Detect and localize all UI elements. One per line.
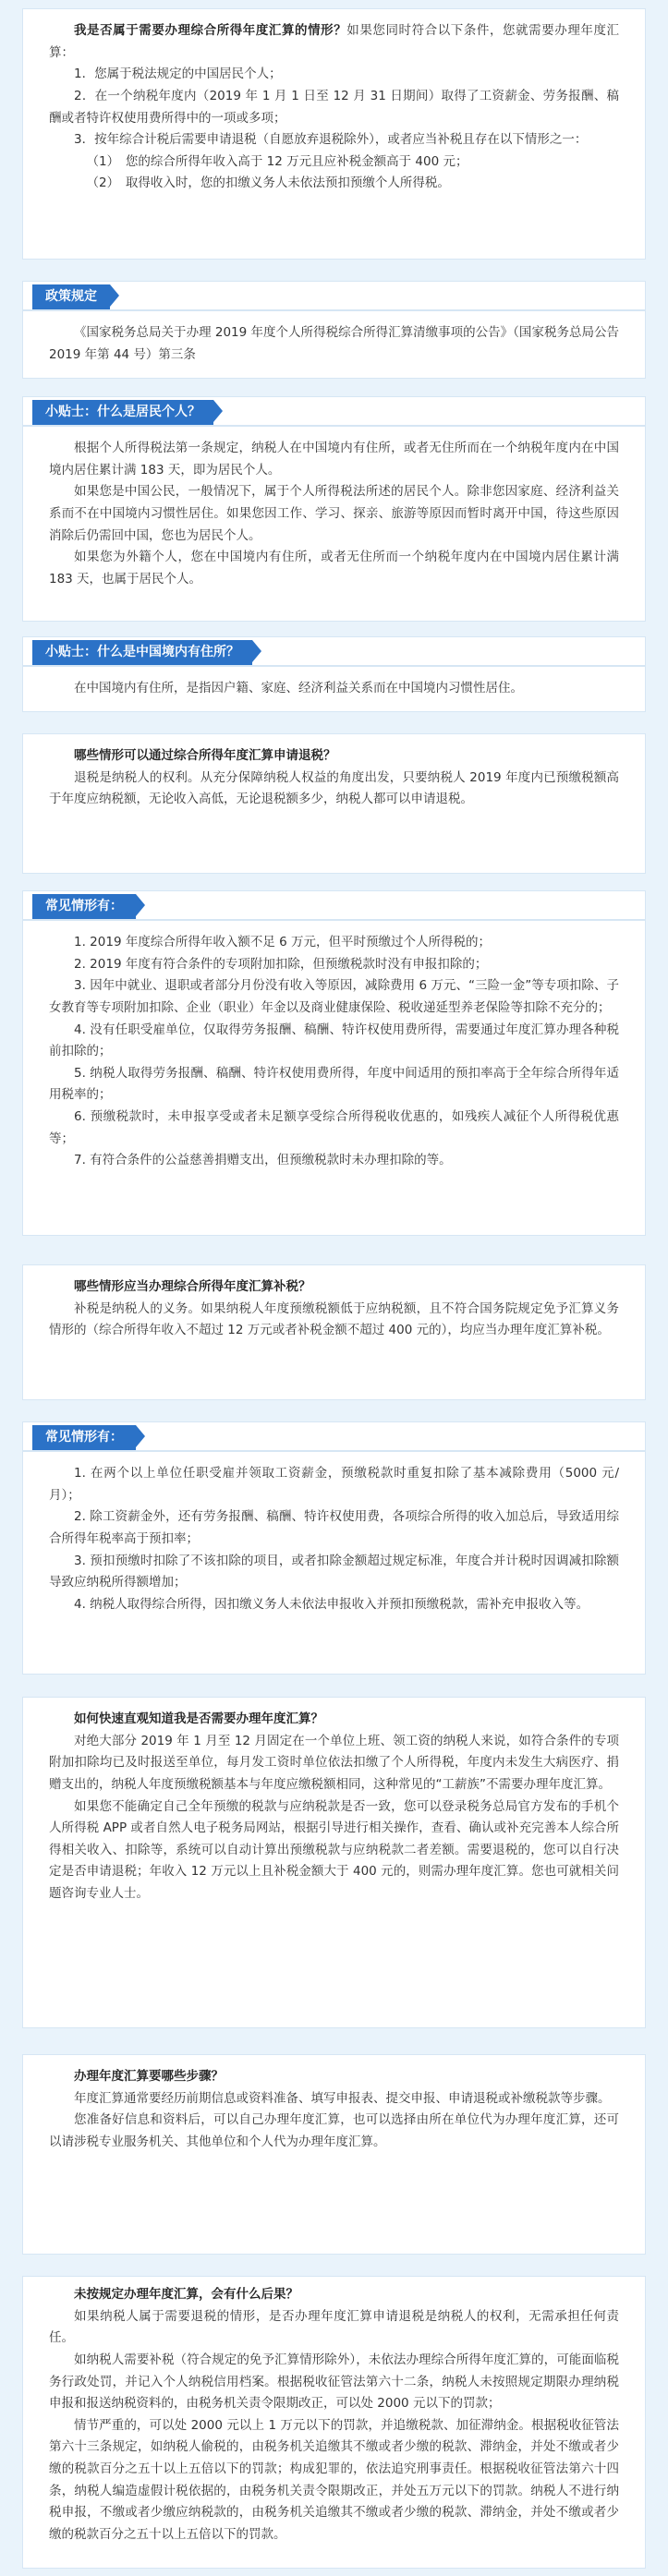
refund-case-7: 7. 有符合条件的公益慈善捐赠支出，但预缴税款时未办理扣除的等。 <box>74 1153 452 1168</box>
tip1-paragraph-1: 根据个人所得税法第一条规定，纳税人在中国境内有住所，或者无住所而在一个纳税年度内在中国境内居住累计满 183 天，即为居民个人。 <box>49 441 619 478</box>
quick-paragraph-2: 如果您不能确定自己全年预缴的税款与应纳税款是否一致，您可以登录税务总局官方发布的手机个人所得税 APP 或者自然人电子税务局网站，根据引导进行相关操作，查看、确认或补充完善本人综合所得相关收入、扣除等，系统可以自动计算出预缴税款与应纳税款二者差额。需要退税的，您可以自行决定是否申请退税；年收入 12 万元以上且补税金额大于 400 元的，则需办理年度汇算。您也可就相关问题咨询专业人士。 <box>49 1798 619 1901</box>
refund-case-1: 1. 2019 年度综合所得年收入额不足 6 万元，但平时预缴过个人所得税的； <box>74 935 491 949</box>
quick-card <box>23 1698 645 2027</box>
consequence-paragraph-3: 情节严重的，可以处 2000 元以上 1 万元以下的罚款，并追缴税款、加征滞纳金。根据税收征管法第六十三条规定，如纳税人偷税的，由税务机关追缴其不缴或者少缴的税款、滞纳金，并处不缴或者少缴的税款百分之五十以上五倍以下的罚款；构成犯罪的，依法追究刑事责任。根据税收征管法第六十四条，纳税人编造虚假计税依据的，由税务机关责令限期改正，并处五万元以下的罚款。纳税人不进行纳税申报，不缴或者少缴应纳税款的，由税务机关追缴其不缴或者少缴的税款、滞纳金，并处不缴或者少缴的税款百分之五十以上五倍以下的罚款。 <box>49 2417 619 2542</box>
intro-item-1: 1．您属于税法规定的中国居民个人； <box>74 67 282 82</box>
tip1-card <box>23 427 645 621</box>
policy-label-row <box>23 282 645 309</box>
intro-question: 我是否属于需要办理综合所得年度汇算的情形？ <box>74 23 347 38</box>
quick-question: 如何快速直观知道我是否需要办理年度汇算？ <box>74 1711 323 1726</box>
tip1-label: 小贴士：什么是居民个人？ <box>32 400 213 425</box>
consequence-paragraph-2: 如纳税人需要补税（符合规定的免予汇算情形除外），未依法办理综合所得年度汇算的，可能面临税务行政处罚，并记入个人纳税信用档案。根据税收征管法第六十二条，纳税人未按照规定期限办理纳税申报和报送纳税资料的，由税务机关责令限期改正，可以处 2000 元以下的罚款； <box>49 2352 619 2412</box>
tip1-paragraph-3: 如果您为外籍个人，您在中国境内有住所，或者无住所而一个纳税年度内在中国境内居住累计满 183 天，也属于居民个人。 <box>49 550 619 587</box>
refund-case-6: 6. 预缴税款时，未申报享受或者未足额享受综合所得税收优惠的，如残疾人减征个人所得税优惠等； <box>49 1109 619 1146</box>
intro-paragraph <box>49 20 619 64</box>
policy-text: 《国家税务总局关于办理 2019 年度个人所得税综合所得汇算清缴事项的公告》（国家税务总局公告 2019 年第 44 号）第三条 <box>49 325 619 362</box>
steps-paragraph-1: 年度汇算通常要经历前期信息或资料准备、填写申报表、提交申报、申请退税或补缴税款等步骤。 <box>74 2090 611 2106</box>
refund-cases-label: 常见情形有： <box>32 894 136 919</box>
supplement-case-3: 3. 预扣预缴时扣除了不该扣除的项目，或者扣除金额超过规定标准，年度合并计税时因调减扣除额导致应纳税所得额增加； <box>49 1553 619 1590</box>
refund-text: 退税是纳税人的权利。从充分保障纳税人权益的角度出发，只要纳税人 2019 年度内已预缴税额高于年度应纳税额，无论收入高低，无论退税额多少，纳税人都可以申请退税。 <box>49 769 619 807</box>
supplement-cases-label: 常见情形有： <box>32 1425 136 1450</box>
tip2-card <box>23 667 645 711</box>
tip2-label-row <box>23 637 645 665</box>
supplement-question: 哪些情形应当办理综合所得年度汇算补税？ <box>74 1279 311 1294</box>
supplement-case-2: 2. 除工资薪金外，还有劳务报酬、稿酬、特许权使用费，各项综合所得的收入加总后，导致适用综合所得年税率高于预扣率； <box>49 1509 619 1546</box>
refund-case-4: 4. 没有任职受雇单位，仅取得劳务报酬、稿酬、特许权使用费所得，需要通过年度汇算办理各种税前扣除的； <box>49 1022 619 1059</box>
refund-case-2: 2. 2019 年度有符合条件的专项附加扣除，但预缴税款时没有申报扣除的； <box>74 956 488 972</box>
consequence-paragraph-1: 如果纳税人属于需要退税的情形，是否办理年度汇算申请退税是纳税人的权利，无需承担任何责任。 <box>49 2308 619 2346</box>
consequence-card <box>23 2277 645 2568</box>
tip2-label: 小贴士：什么是中国境内有住所？ <box>32 640 252 665</box>
intro-subitem-1: （1） 您的综合所得年收入高于 12 万元且应补税金额高于 400 元； <box>86 153 468 169</box>
consequence-question: 未按规定办理年度汇算，会有什么后果？ <box>74 2287 298 2302</box>
steps-question: 办理年度汇算要哪些步骤？ <box>74 2069 224 2084</box>
intro-item-2: 2．在一个纳税年度内（2019 年 1 月 1 日至 12 月 31 日期间）取得了工资薪金、劳务报酬、稿酬或者特许权使用费所得中的一项或多项； <box>49 88 619 126</box>
policy-label: 政策规定 <box>32 284 110 309</box>
quick-paragraph-1: 对绝大部分 2019 年 1 月至 12 月固定在一个单位上班、领工资的纳税人来说，如符合条件的专项附加扣除均已及时报送至单位，每月发工资时单位依法扣缴了个人所得税，年度内未发生大病医疗、捐赠支出的，纳税人年度预缴税额基本与年度应缴税额相同，这种常见的“工薪族”不需要办理年度汇算。 <box>49 1733 619 1792</box>
supplement-card <box>23 1265 645 1399</box>
policy-card <box>23 311 645 378</box>
intro-question-tail: 如果您同时符合以下条件，您就需要办理年度汇算： <box>49 23 620 60</box>
intro-item-3: 3．按年综合计税后需要申请退税（自愿放弃退税除外），或者应当补税且存在以下情形之一： <box>74 132 588 148</box>
supplement-case-1: 1. 在两个以上单位任职受雇并领取工资薪金，预缴税款时重复扣除了基本减除费用（5000 元/月）； <box>49 1466 619 1503</box>
steps-paragraph-2: 您准备好信息和资料后，可以自己办理年度汇算，也可以选择由所在单位代为办理年度汇算，还可以请涉税专业服务机关、其他单位和个人代为办理年度汇算。 <box>49 2112 619 2149</box>
intro-subitem-2: （2） 取得收入时，您的扣缴义务人未依法预扣预缴个人所得税。 <box>86 175 450 191</box>
supplement-case-4: 4. 纳税人取得综合所得，因扣缴义务人未依法申报收入并预扣预缴税款，需补充申报收入等。 <box>74 1596 589 1612</box>
tip2-text: 在中国境内有住所，是指因户籍、家庭、经济利益关系而在中国境内习惯性居住。 <box>74 681 523 695</box>
tip1-label-row <box>23 397 645 425</box>
tip1-paragraph-2: 如果您是中国公民，一般情况下，属于个人所得税法所述的居民个人。除非您因家庭、经济利益关系而不在中国境内习惯性居住。如果您因工作、学习、探亲、旅游等原因而暂时离开中国，待这些原因消除后仍需回中国，您也为居民个人。 <box>49 484 619 543</box>
supplement-cases-label-row <box>23 1422 645 1450</box>
refund-question: 哪些情形可以通过综合所得年度汇算申请退税？ <box>74 748 336 763</box>
refund-cases-card <box>23 921 645 1235</box>
supplement-text: 补税是纳税人的义务。如果纳税人年度预缴税额低于应纳税额，且不符合国务院规定免予汇算义务情形的（综合所得年收入不超过 12 万元或者补税金额不超过 400 元的），均应当办理年度汇算补税。 <box>49 1300 619 1338</box>
refund-card <box>23 734 645 873</box>
refund-cases-label-row <box>23 891 645 919</box>
supplement-cases-card <box>23 1452 645 1674</box>
refund-case-3: 3. 因年中就业、退职或者部分月份没有收入等原因，减除费用 6 万元、“三险一金”等专项扣除、子女教育等专项附加扣除、企业（职业）年金以及商业健康保险、税收递延型养老保险等扣除不充分的； <box>49 978 619 1015</box>
steps-card <box>23 2055 645 2254</box>
refund-case-5: 5. 纳税人取得劳务报酬、稿酬、特许权使用费所得，年度中间适用的预扣率高于全年综合所得年适用税率的； <box>49 1065 619 1103</box>
intro-card <box>23 9 645 259</box>
